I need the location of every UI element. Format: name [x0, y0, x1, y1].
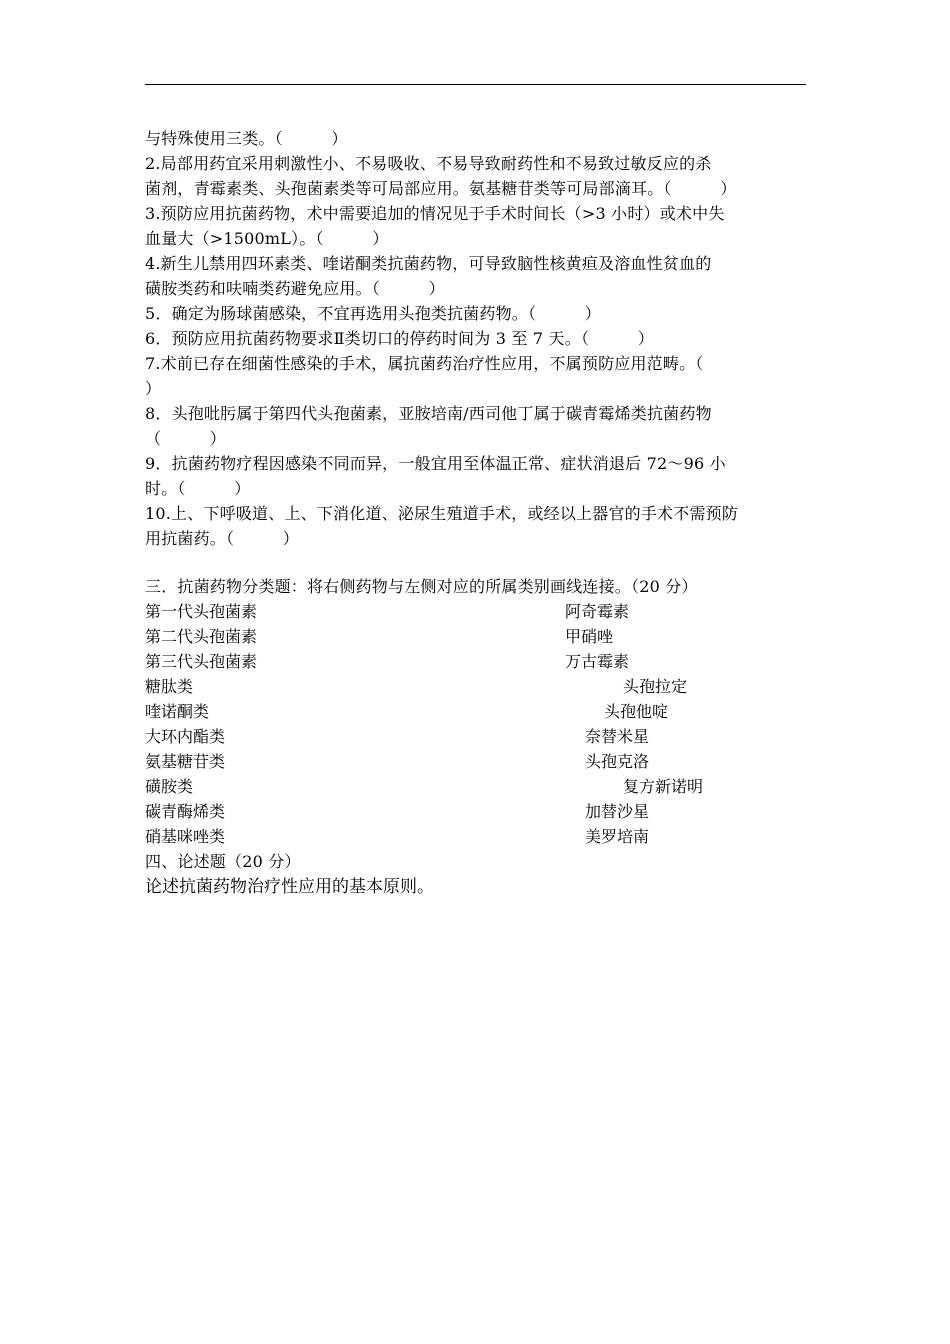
- drug-label: 加替沙星: [585, 802, 650, 821]
- drug-label: 头孢拉定: [623, 677, 688, 696]
- header-rule: [145, 84, 806, 85]
- section4-heading: 四、论述题（20 分）: [145, 852, 301, 871]
- tf-line: 9．抗菌药物疗程因感染不同而异，一般宜用至体温正常、症状消退后 72～96 小: [145, 454, 726, 473]
- tf-line: 时。（ ）: [145, 479, 251, 498]
- tf-line: 3.预防应用抗菌药物，术中需要追加的情况见于手术时间长（>3 小时）或术中失: [145, 204, 725, 223]
- tf-line: 2.局部用药宜采用刺激性小、不易吸收、不易导致耐药性和不易致过敏反应的杀: [145, 154, 712, 173]
- category-label: 第二代头孢菌素: [145, 627, 258, 646]
- match-row: [145, 749, 810, 774]
- essay-question: 论述抗菌药物治疗性应用的基本原则。: [145, 877, 434, 897]
- match-row: [145, 699, 810, 724]
- match-row: [145, 824, 810, 849]
- drug-label: 头孢他啶: [604, 702, 669, 721]
- match-row: [145, 674, 810, 699]
- category-label: 喹诺酮类: [145, 702, 210, 721]
- category-label: 碳青酶烯类: [145, 802, 226, 821]
- tf-line: 磺胺类药和呋喃类药避免应用。（ ）: [145, 279, 445, 298]
- drug-label: 复方新诺明: [623, 777, 704, 796]
- drug-label: 美罗培南: [585, 827, 650, 846]
- essay-section: [145, 849, 810, 901]
- category-label: 大环内酯类: [145, 727, 226, 746]
- category-label: 硝基咪唑类: [145, 827, 226, 846]
- tf-line: 6．预防应用抗菌药物要求Ⅱ类切口的停药时间为 3 至 7 天。（ ）: [145, 329, 654, 348]
- drug-label: 阿奇霉素: [565, 602, 630, 621]
- match-row: [145, 774, 810, 799]
- match-row: [145, 624, 810, 649]
- category-label: 第三代头孢菌素: [145, 652, 258, 671]
- tf-line: 10.上、下呼吸道、上、下消化道、泌尿生殖道手术，或经以上器官的手术不需预防: [145, 504, 739, 523]
- tf-line: 菌剂，青霉素类、头孢菌素类等可局部应用。氨基糖苷类等可局部滴耳。（ ）: [145, 179, 737, 198]
- category-label: 第一代头孢菌素: [145, 602, 258, 621]
- match-row: [145, 799, 810, 824]
- category-label: 磺胺类: [145, 777, 194, 796]
- classification-section: [145, 574, 810, 849]
- category-label: 糖肽类: [145, 677, 194, 696]
- match-row: [145, 649, 810, 674]
- exam-content: [145, 126, 810, 901]
- tf-line: （ ）: [145, 429, 227, 448]
- drug-label: 甲硝唑: [565, 627, 614, 646]
- true-false-section: [145, 126, 810, 551]
- tf-line: 4.新生儿禁用四环素类、喹诺酮类抗菌药物，可导致脑性核黄疸及溶血性贫血的: [145, 254, 712, 273]
- tf-line: 7.术前已存在细菌性感染的手术，属抗菌药治疗性应用，不属预防应用范畴。（: [145, 354, 704, 373]
- tf-line: ）: [145, 379, 162, 398]
- drug-label: 头孢克洛: [585, 752, 650, 771]
- section3-heading: 三．抗菌药物分类题：将右侧药物与左侧对应的所属类别画线连接。（20 分）: [145, 577, 698, 596]
- match-row: [145, 599, 810, 624]
- tf-line: 血量大（>1500mL）。（ ）: [145, 229, 389, 248]
- category-label: 氨基糖苷类: [145, 752, 226, 771]
- match-row: [145, 724, 810, 749]
- tf-line: 8．头孢吡肟属于第四代头孢菌素，亚胺培南/西司他丁属于碳青霉烯类抗菌药物: [145, 404, 712, 423]
- drug-label: 万古霉素: [565, 652, 630, 671]
- tf-line: 用抗菌药。（ ）: [145, 529, 300, 548]
- tf-line: 与特殊使用三类。（ ）: [145, 129, 348, 148]
- section-gap: [145, 551, 810, 574]
- drug-label: 奈替米星: [585, 727, 650, 746]
- tf-line: 5．确定为肠球菌感染，不宜再选用头孢类抗菌药物。（ ）: [145, 304, 601, 323]
